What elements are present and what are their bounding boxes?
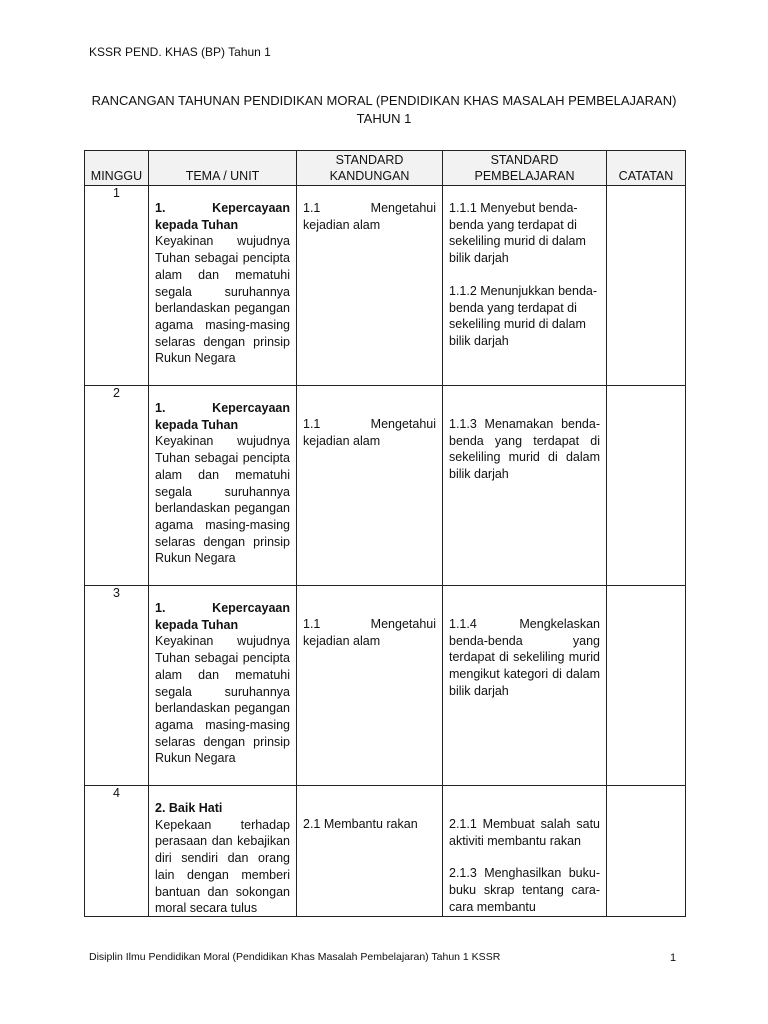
standard-pembelajaran-cell: [443, 186, 607, 386]
tema-cell: [149, 786, 297, 917]
yearly-plan-table: [84, 150, 686, 917]
tema-description: Keyakinan wujudnya Tuhan sebagai pencipta alam dan mematuhi segala suruhannya berlandaskan pegangan agama masing-masing selaras dengan prinsip Rukun Negara: [155, 234, 290, 366]
catatan-cell: [607, 186, 686, 386]
col-header-catatan: [607, 151, 686, 186]
col-header-sp-line2: PEMBELAJARAN: [474, 169, 575, 183]
sk-line: [303, 616, 436, 633]
tema-number: 1.: [155, 601, 166, 615]
sp-item: 1.1.3 Menamakan benda-benda yang terdapat di sekeliling murid di dalam bilik darjah: [449, 417, 600, 482]
document-footer: Disiplin Ilmu Pendidikan Moral (Pendidikan Khas Masalah Pembelajaran) Tahun 1 KSSR: [89, 951, 501, 963]
document-title: RANCANGAN TAHUNAN PENDIDIKAN MORAL (PENDIDIKAN KHAS MASALAH PEMBELAJARAN): [91, 93, 677, 108]
sp-item: 1.1.2 Menunjukkan benda-benda yang terdapat di sekeliling murid di dalam bilik darjah: [449, 283, 598, 348]
standard-kandungan-cell: [297, 186, 443, 386]
sk-rest: kejadian alam: [303, 217, 381, 232]
page-number: 1: [670, 952, 677, 964]
standard-kandungan-cell: [297, 786, 443, 917]
sp-item: 2.1.3 Menghasilkan buku-buku skrap tentang cara-cara membantu: [449, 866, 600, 914]
tema-title: 2. Baik Hati: [155, 801, 223, 815]
sk-word: Mengetahui: [370, 417, 436, 431]
tema-description: Keyakinan wujudnya Tuhan sebagai pencipta alam dan mematuhi segala suruhannya berlandaskan pegangan agama masing-masing selaras dengan prinsip Rukun Negara: [155, 434, 290, 566]
tema-description: Kepekaan terhadap perasaan dan kebajikan diri sendiri dan orang lain dengan memberi bantuan dan sokongan moral secara tulus: [155, 817, 290, 916]
tema-cell: [149, 386, 297, 586]
tema-cell: [149, 586, 297, 786]
col-header-minggu: [85, 151, 149, 186]
sk-word: Mengetahui: [370, 201, 436, 215]
tema-title-word: Kepercayaan: [212, 201, 290, 215]
sk-text: 2.1 Membantu rakan: [303, 817, 418, 831]
col-header-tema-label: TEMA / UNIT: [185, 169, 260, 183]
standard-pembelajaran-cell: [443, 386, 607, 586]
document-subtitle: TAHUN 1: [356, 111, 412, 126]
table-row: [85, 786, 686, 917]
tema-title-line: [155, 600, 290, 617]
col-header-standard-pembelajaran: [443, 151, 607, 186]
minggu-cell: 1: [85, 186, 149, 386]
sk-word: Mengetahui: [370, 617, 436, 631]
sk-number: 1.1: [303, 201, 321, 215]
tema-title-line: [155, 400, 290, 417]
minggu-cell: 2: [85, 386, 149, 586]
col-header-minggu-label: MINGGU: [90, 169, 143, 183]
standard-pembelajaran-cell: [443, 586, 607, 786]
tema-number: 1.: [155, 401, 166, 415]
table-row: [85, 386, 686, 586]
tema-title-word: Kepercayaan: [212, 401, 290, 415]
catatan-cell: [607, 386, 686, 586]
sk-line: [303, 416, 436, 433]
col-header-catatan-label: CATATAN: [618, 169, 674, 183]
table-row: [85, 186, 686, 386]
table-row: [85, 586, 686, 786]
table-header-row: [85, 151, 686, 186]
sk-rest: kejadian alam: [303, 633, 381, 648]
sk-number: 1.1: [303, 617, 321, 631]
sk-line: [303, 200, 436, 217]
standard-kandungan-cell: [297, 386, 443, 586]
minggu-cell: 4: [85, 786, 149, 917]
col-header-sk-line1: STANDARD: [335, 153, 404, 167]
tema-number: 1.: [155, 201, 166, 215]
catatan-cell: [607, 786, 686, 917]
sk-rest: kejadian alam: [303, 433, 381, 448]
tema-description: Keyakinan wujudnya Tuhan sebagai pencipta alam dan mematuhi segala suruhannya berlandaskan pegangan agama masing-masing selaras dengan prinsip Rukun Negara: [155, 634, 290, 766]
sk-number: 1.1: [303, 417, 321, 431]
document-header: KSSR PEND. KHAS (BP) Tahun 1: [89, 45, 271, 59]
standard-pembelajaran-cell: [443, 786, 607, 917]
sp-item: 1.1.1 Menyebut benda-benda yang terdapat di sekeliling murid di dalam bilik darjah: [449, 201, 586, 266]
tema-title-rest: kepada Tuhan: [155, 417, 239, 432]
col-header-tema: [149, 151, 297, 186]
tema-title-line: [155, 200, 290, 217]
catatan-cell: [607, 586, 686, 786]
sp-item: 2.1.1 Membuat salah satu aktiviti membantu rakan: [449, 817, 600, 848]
col-header-sp-line1: STANDARD: [490, 153, 559, 167]
sp-item: 1.1.4 Mengkelaskan benda-benda yang terdapat di sekeliling murid mengikut kategori di dalam bilik darjah: [449, 617, 600, 698]
standard-kandungan-cell: [297, 586, 443, 786]
col-header-sk-line2: KANDUNGAN: [329, 169, 410, 183]
col-header-standard-kandungan: [297, 151, 443, 186]
tema-title-word: Kepercayaan: [212, 601, 290, 615]
tema-title-rest: kepada Tuhan: [155, 217, 239, 232]
minggu-cell: 3: [85, 586, 149, 786]
tema-cell: [149, 186, 297, 386]
tema-title-rest: kepada Tuhan: [155, 617, 239, 632]
